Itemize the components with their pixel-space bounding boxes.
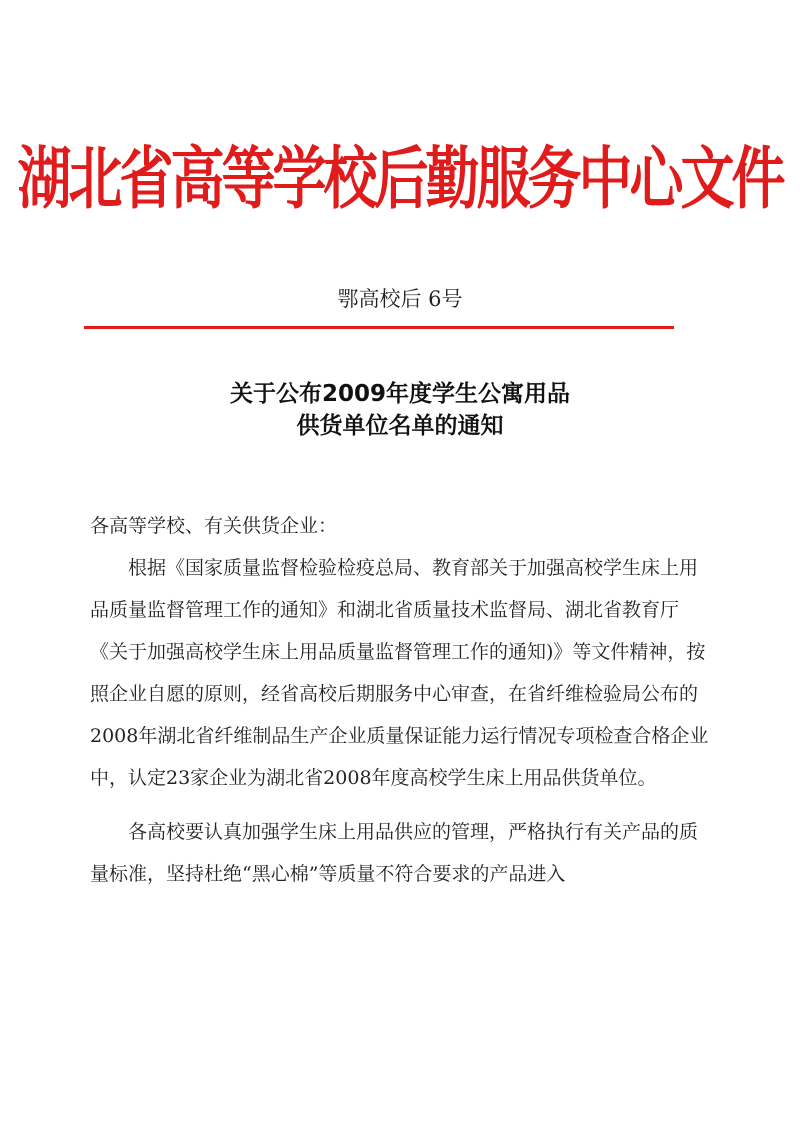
paragraph-2: 各高校要认真加强学生床上用品供应的管理，严格执行有关产品的质量标准，坚持杜绝“黑心棉”等质量不符合要求的产品进入	[90, 821, 699, 885]
notice-title	[0, 378, 800, 442]
red-divider	[84, 326, 674, 329]
notice-title-line-2: 供货单位名单的通知	[296, 413, 504, 439]
document-number: 鄂高校后 6号	[337, 287, 463, 311]
issuer-title: 湖北省高等学校后勤服务中心文件	[17, 139, 783, 218]
notice-title-line-1: 关于公布2009年度学生公寓用品	[229, 381, 570, 407]
notice-body	[90, 505, 712, 895]
salutation: 各高等学校、有关供货企业：	[90, 515, 338, 537]
paragraph-1: 根据《国家质量监督检验检疫总局、教育部关于加强高校学生床上用品质量监督管理工作的通知》和湖北省质量技术监督局、湖北省教育厅《关于加强高校学生床上用品质量监督管理工作的通知)》等文件精神，按照企业自愿的原则，经省高校后期服务中心审查，在省纤维检验局公布的2008年湖北省纤维制品生产企业质量保证能力运行情况专项检查合格企业中，认定23家企业为湖北省2008年度高校学生床上用品供货单位。	[90, 557, 709, 789]
